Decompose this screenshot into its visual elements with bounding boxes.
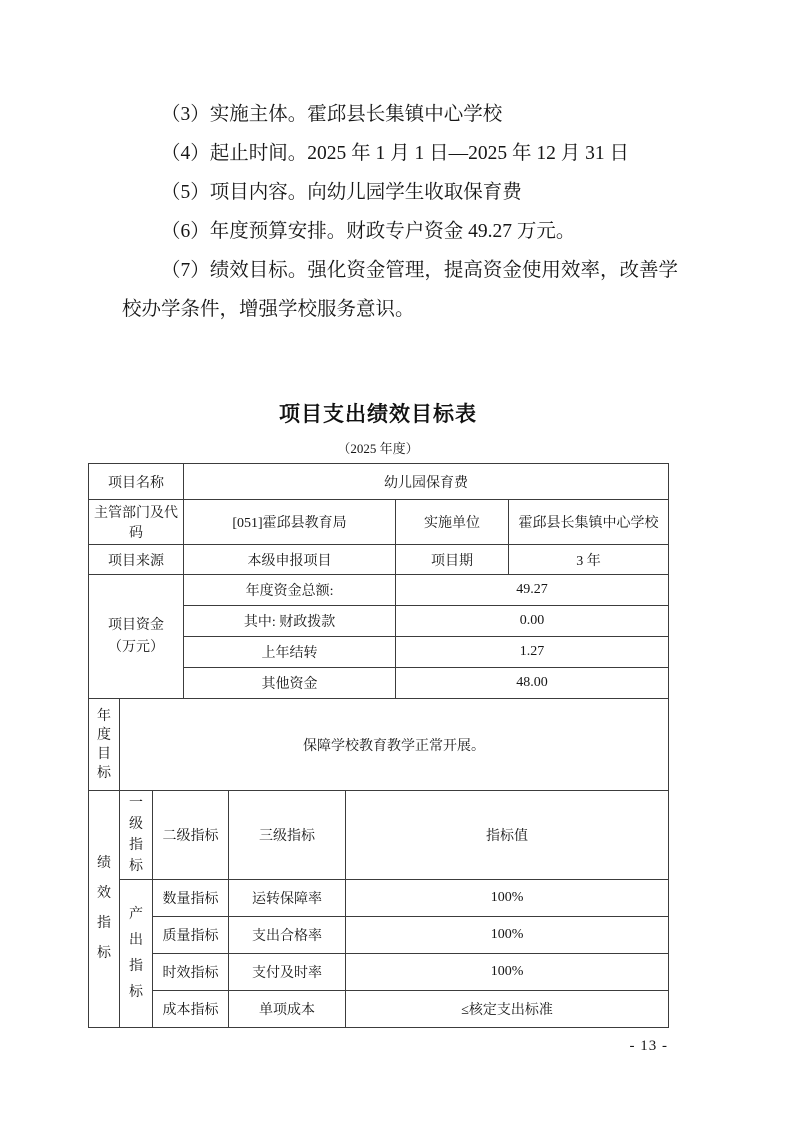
funds-other-value: 48.00 [396,668,669,699]
department-label: 主管部门及代码 [89,500,184,545]
annual-goal-label [89,699,120,791]
indicator-level3: 运转保障率 [229,880,346,917]
indicator-level2: 质量指标 [153,917,229,954]
row-department [89,500,669,545]
row-indicator-cost [89,991,669,1028]
funds-total-label: 年度资金总额: [184,575,396,606]
impl-unit-value: 霍邱县长集镇中心学校 [509,500,669,545]
row-indicator-quality [89,917,669,954]
indicator-value: 100% [346,880,669,917]
paragraph-6: （6）年度预算安排。财政专户资金 49.27 万元。 [161,221,576,242]
indicator-level2: 成本指标 [153,991,229,1028]
paragraph-5: （5）项目内容。向幼儿园学生收取保育费 [161,182,522,203]
annual-goal-value: 保障学校教育教学正常开展。 [120,699,669,791]
performance-table-section [88,398,668,1055]
funds-label-text: 项目资金（万元） [108,617,165,655]
funds-other-label: 其他资金 [184,668,396,699]
funds-fiscal-label: 其中: 财政拨款 [184,606,396,637]
paragraph-4: （4）起止时间。2025 年 1 月 1 日—2025 年 12 月 31 日 [161,143,630,164]
indicator-level3: 支出合格率 [229,917,346,954]
funds-carryover-label: 上年结转 [184,637,396,668]
department-value: [051]霍邱县教育局 [184,500,396,545]
impl-unit-label: 实施单位 [396,500,509,545]
row-source [89,545,669,575]
indicator-level3: 单项成本 [229,991,346,1028]
funds-fiscal-value: 0.00 [396,606,669,637]
funds-total-value: 49.27 [396,575,669,606]
row-indicator-quantity [89,880,669,917]
level1-group-text: 产出指标 [129,906,143,1000]
row-project-name [89,464,669,500]
period-label: 项目期 [396,545,509,575]
indicator-value: 100% [346,954,669,991]
project-name-value: 幼儿园保育费 [184,464,669,500]
table-subtitle: （2025 年度） [337,441,419,456]
performance-label-text: 绩效指标 [97,856,111,961]
annual-goal-label-text: 年度目标 [97,708,111,781]
row-indicator-timeliness [89,954,669,991]
level1-header [120,791,153,880]
indicator-value-header: 指标值 [346,791,669,880]
table-title: 项目支出绩效目标表 [279,403,477,426]
performance-label [89,791,120,1028]
level1-group-output [120,880,153,1028]
row-indicator-headers [89,791,669,880]
paragraph-7: （7）绩效目标。强化资金管理，提高资金使用效率，改善学校办学条件，增强学校服务意识。 [122,260,678,320]
project-name-label: 项目名称 [89,464,184,500]
document-body [122,95,678,329]
indicator-level3: 支付及时率 [229,954,346,991]
indicator-value: 100% [346,917,669,954]
level2-header: 二级指标 [153,791,229,880]
source-value: 本级申报项目 [184,545,396,575]
source-label: 项目来源 [89,545,184,575]
indicator-level2: 时效指标 [153,954,229,991]
row-annual-goal [89,699,669,791]
indicator-level2: 数量指标 [153,880,229,917]
level1-header-text: 一级指标 [129,796,143,874]
period-value: 3 年 [509,545,669,575]
performance-target-table [88,463,669,1028]
funds-label [89,575,184,699]
level3-header: 三级指标 [229,791,346,880]
body-text [122,95,678,329]
paragraph-3: （3）实施主体。霍邱县长集镇中心学校 [161,104,503,125]
page-number: - 13 - [629,1038,668,1054]
funds-carryover-value: 1.27 [396,637,669,668]
indicator-value: ≤核定支出标准 [346,991,669,1028]
row-funds-total [89,575,669,606]
